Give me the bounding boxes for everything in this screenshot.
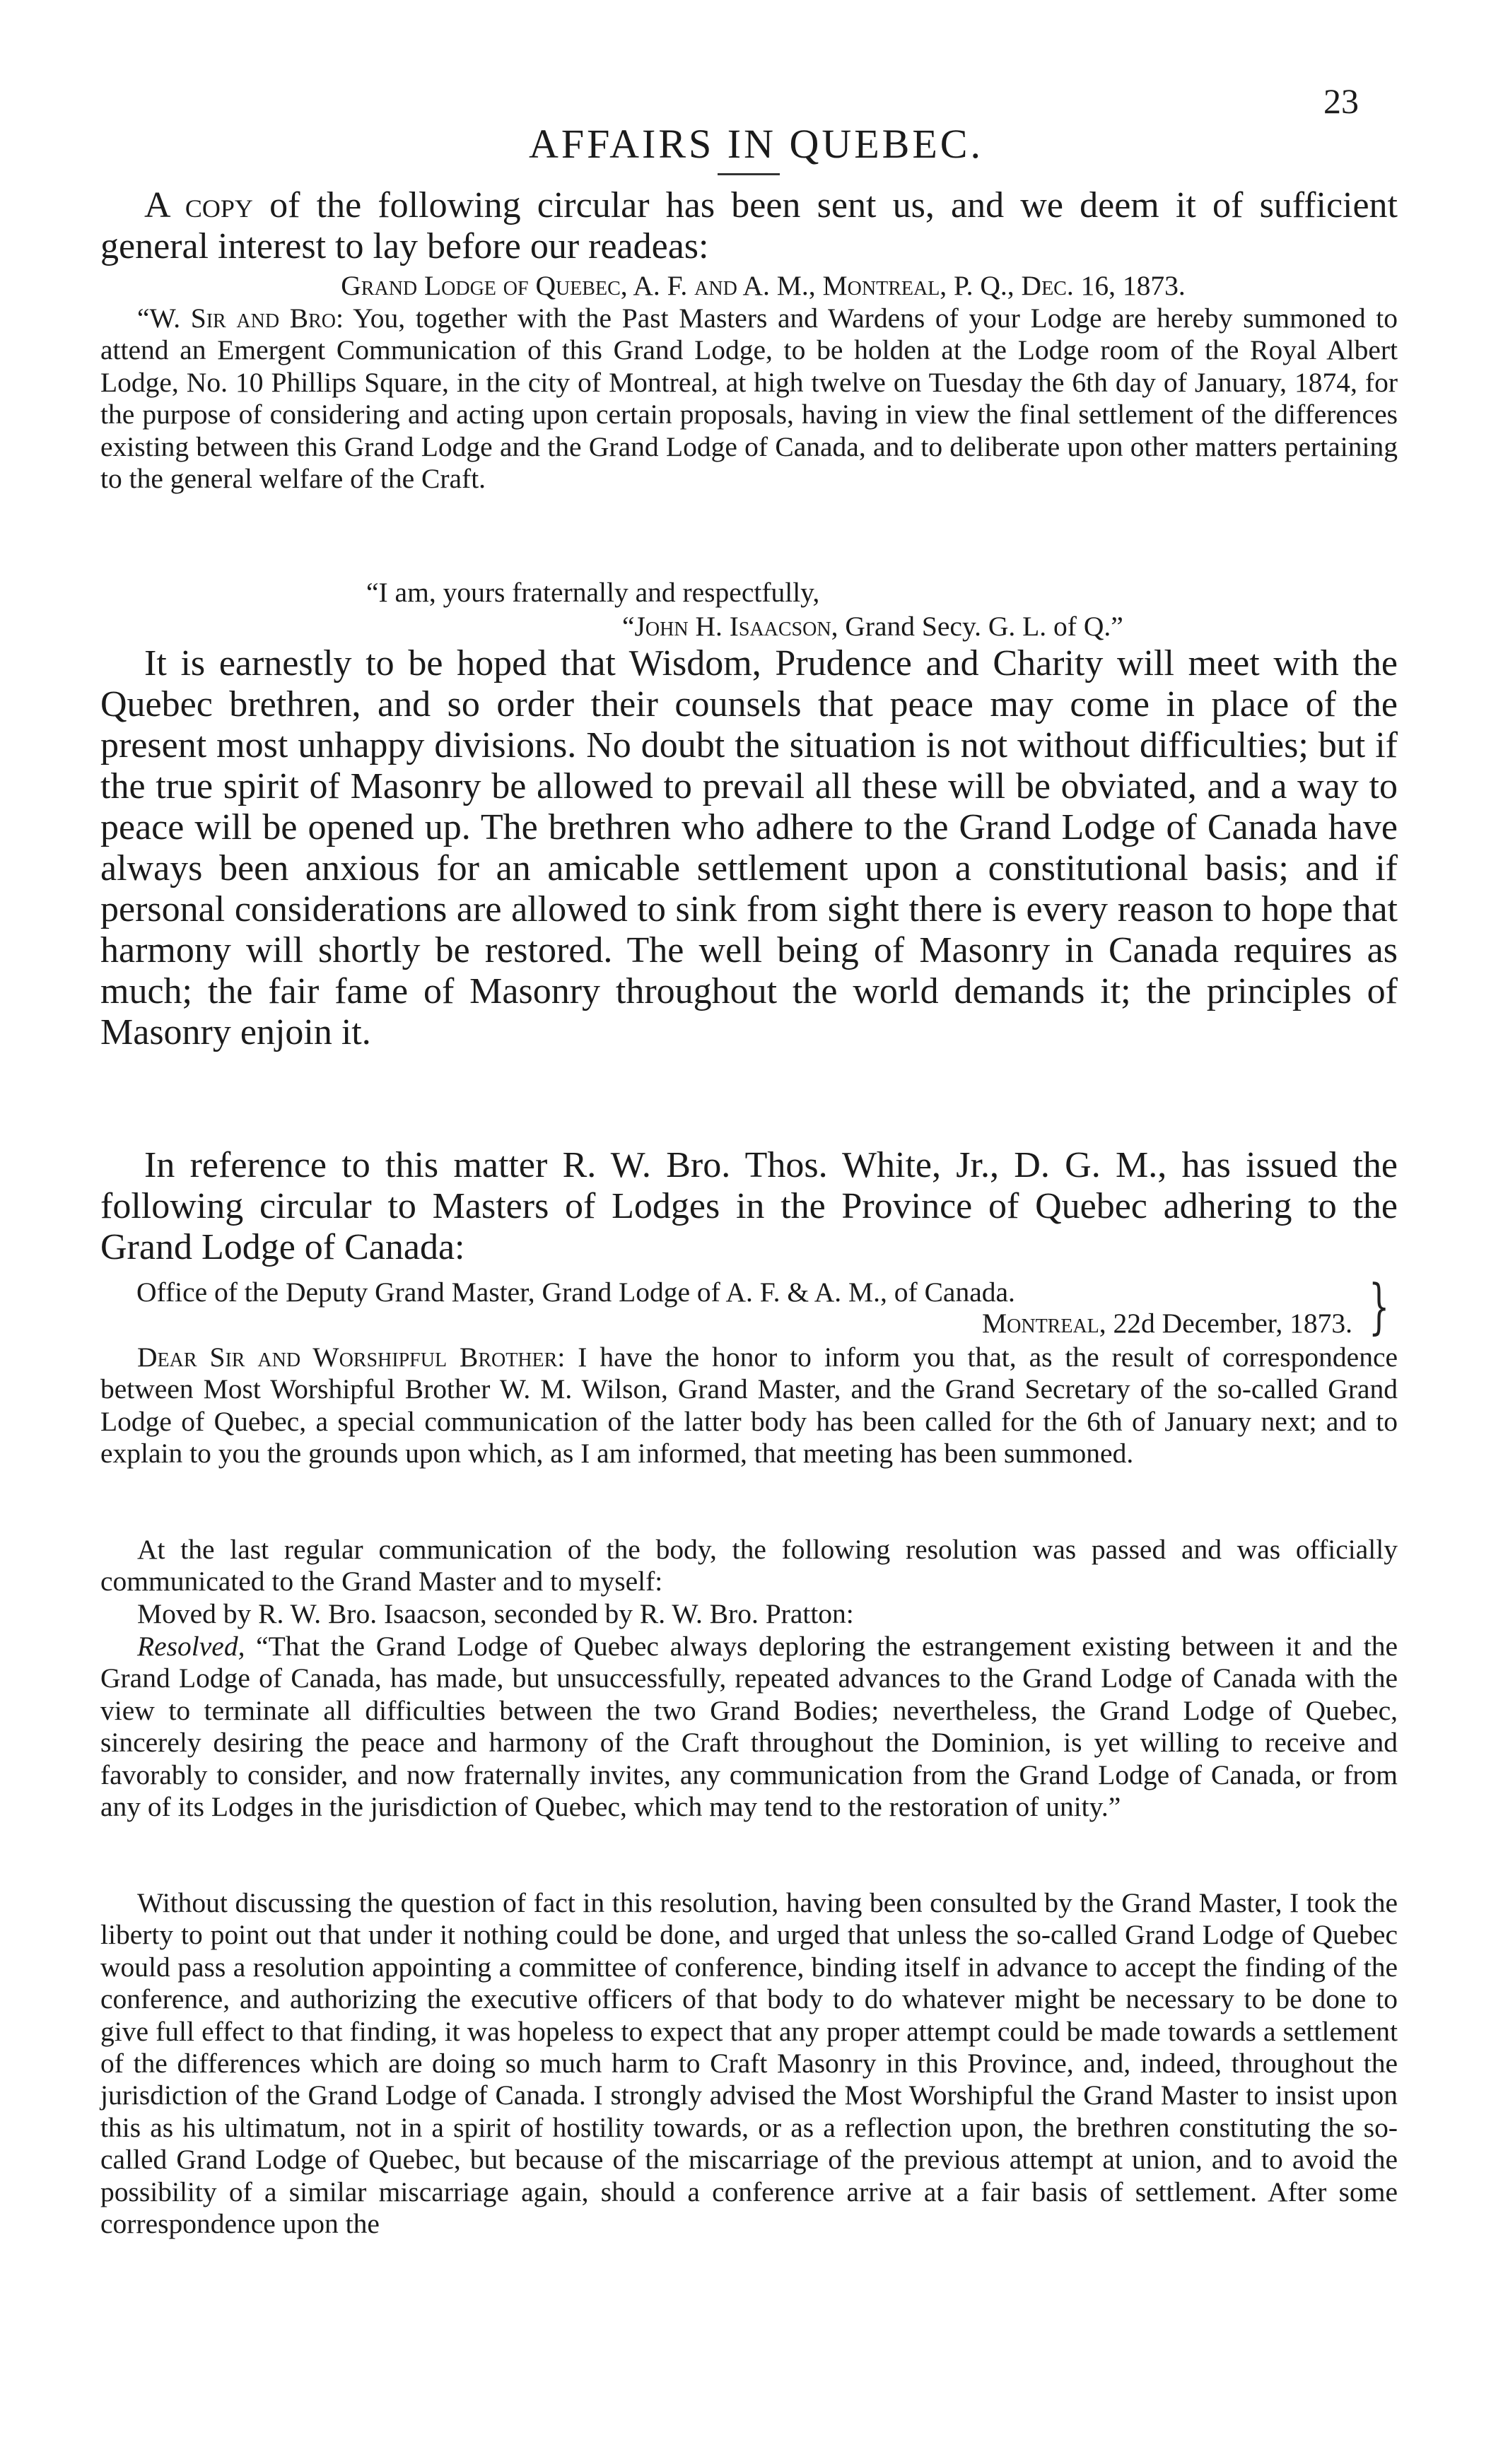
resolution-paragraph: [100, 1631, 1398, 1823]
circular-signature: [622, 611, 1123, 643]
circular-closing: “I am, yours fraternally and respectfully,: [366, 577, 820, 608]
intro-lead: A copy: [144, 185, 253, 225]
circular-salutation: “W. Sir and Bro:: [137, 303, 344, 334]
editorial-paragraph: It is earnestly to be hoped that Wisdom, Prudence and Charity will meet with the Quebec brethren, and so order their counsels that peace may come in place of the present most unhappy divisions. No doubt the situation is not without difficulties; but if the true spirit of Masonry be allowed to prevail all these will be obviated, and a way to peace will be opened up. The brethren who adhere to the Grand Lodge of Canada have always been anxious for an amicable settlement upon a constitutional basis; and if personal considerations are allowed to sink from sight there is every reason to hope that harmony will shortly be restored. The well being of Masonry in Canada requires as much; the fair fame of Masonry throughout the world demands it; the principles of Masonry enjoin it.: [100, 643, 1398, 1052]
letter-paragraph-4: Without discussing the question of fact in this resolution, having been consulted by the Grand Master, I took the liberty to point out that under it nothing could be done, and urged that unless the so-called Grand Lodge of Quebec would pass a resolution appointing a committee of conference, binding itself in advance to accept the finding of the conference, and authorizing the executive officers of that body to do whatever might be necessary to be done to give full effect to that finding, it was hopeless to expect that any proper attempt could be made towards a settlement of the differences which are doing so much harm to Craft Masonry in this Province, and, indeed, throughout the jurisdiction of the Grand Lodge of Canada. I strongly advised the Most Worshipful the Grand Master to insist upon this as his ultimatum, not in a spirit of hostility towards, or as a reflection upon, the brethren constituting the so-called Grand Lodge of Quebec, but because of the miscarriage of the previous attempt at union, and to avoid the possibility of a similar miscarriage again, should a conference arrive at a fair basis of settlement. After some correspondence upon the: [100, 1887, 1398, 2240]
letter-date: 22d December, 1873.: [1106, 1308, 1352, 1339]
letter-paragraph-1: [100, 1342, 1398, 1470]
letter-office: Office of the Deputy Grand Master, Grand Lodge of A. F. & A. M., of Canada.: [136, 1277, 1015, 1308]
signature-name: “John H. Isaacson,: [622, 611, 838, 642]
letter-place-date: [136, 1308, 1352, 1339]
title-divider: [718, 173, 780, 175]
circular-body: [100, 303, 1398, 495]
letter-paragraph-3: Moved by R. W. Bro. Isaacson, seconded by R. W. Bro. Pratton:: [137, 1598, 854, 1629]
circular-dateline: Grand Lodge of Quebec, A. F. and A. M., Montreal, P. Q., Dec. 16, 1873.: [341, 270, 1186, 301]
resolution-text: “That the Grand Lodge of Quebec always deploring the estrangement existing between it and the Grand Lodge of Canada, has made, but unsuccessfully, repeated advances to the Grand Lodge of Canada with the view to terminate all difficulties between the two Grand Bodies; nevertheless, the Grand Lodge of Quebec, sincerely desiring the peace and harmony of the Craft throughout the Dominion, is yet willing to receive and favorably to consider, and now fraternally invites, any communication from the Grand Lodge of Canada, or from any of its Lodges in the jurisdiction of Quebec, which may tend to the restoration of unity.”: [100, 1631, 1398, 1823]
letter-p1-text: I have the honor to inform you that, as the result of correspondence between Most Worshipful Brother W. M. Wilson, Grand Master, and the Grand Secretary of the so-called Grand Lodge of Quebec, a special communication of the latter body has been called for the 6th of January next; and to explain to you the grounds upon which, as I am informed, that meeting has been summoned.: [100, 1342, 1398, 1469]
letter-paragraph-2: At the last regular communication of the body, the following resolution was passed and was officially communicated to the Grand Master and to myself:: [100, 1534, 1398, 1597]
letter-place: Montreal,: [982, 1308, 1106, 1339]
letter-heading: [136, 1277, 1352, 1339]
signature-title: Grand Secy. G. L. of Q.”: [838, 611, 1123, 642]
heading-brace: }: [1369, 1272, 1390, 1341]
reference-paragraph: In reference to this matter R. W. Bro. Thos. White, Jr., D. G. M., has issued the following circular to Masters of Lodges in the Province of Quebec adhering to the Grand Lodge of Canada:: [100, 1145, 1398, 1267]
letter-salutation: Dear Sir and Worshipful Brother:: [137, 1342, 566, 1373]
circular-body-text: You, together with the Past Masters and Wardens of your Lodge are hereby summoned to attend an Emergent Communication of this Grand Lodge, to be holden at the Lodge room of the Royal Albert Lodge, No. 10 Phillips Square, in the city of Montreal, at high twelve on Tuesday the 6th day of January, 1874, for the purpose of considering and acting upon certain proposals, having in view the final settlement of the differences existing between this Grand Lodge and the Grand Lodge of Canada, and to deliberate upon other matters pertaining to the general welfare of the Craft.: [100, 303, 1398, 495]
page-title: AFFAIRS IN QUEBEC.: [529, 121, 983, 167]
resolved-label: Resolved,: [137, 1631, 245, 1662]
intro-paragraph: [100, 185, 1398, 267]
page-number: 23: [1323, 81, 1359, 121]
intro-text: of the following circular has been sent us, and we deem it of sufficient general interest to lay before our readeas:: [100, 185, 1398, 266]
